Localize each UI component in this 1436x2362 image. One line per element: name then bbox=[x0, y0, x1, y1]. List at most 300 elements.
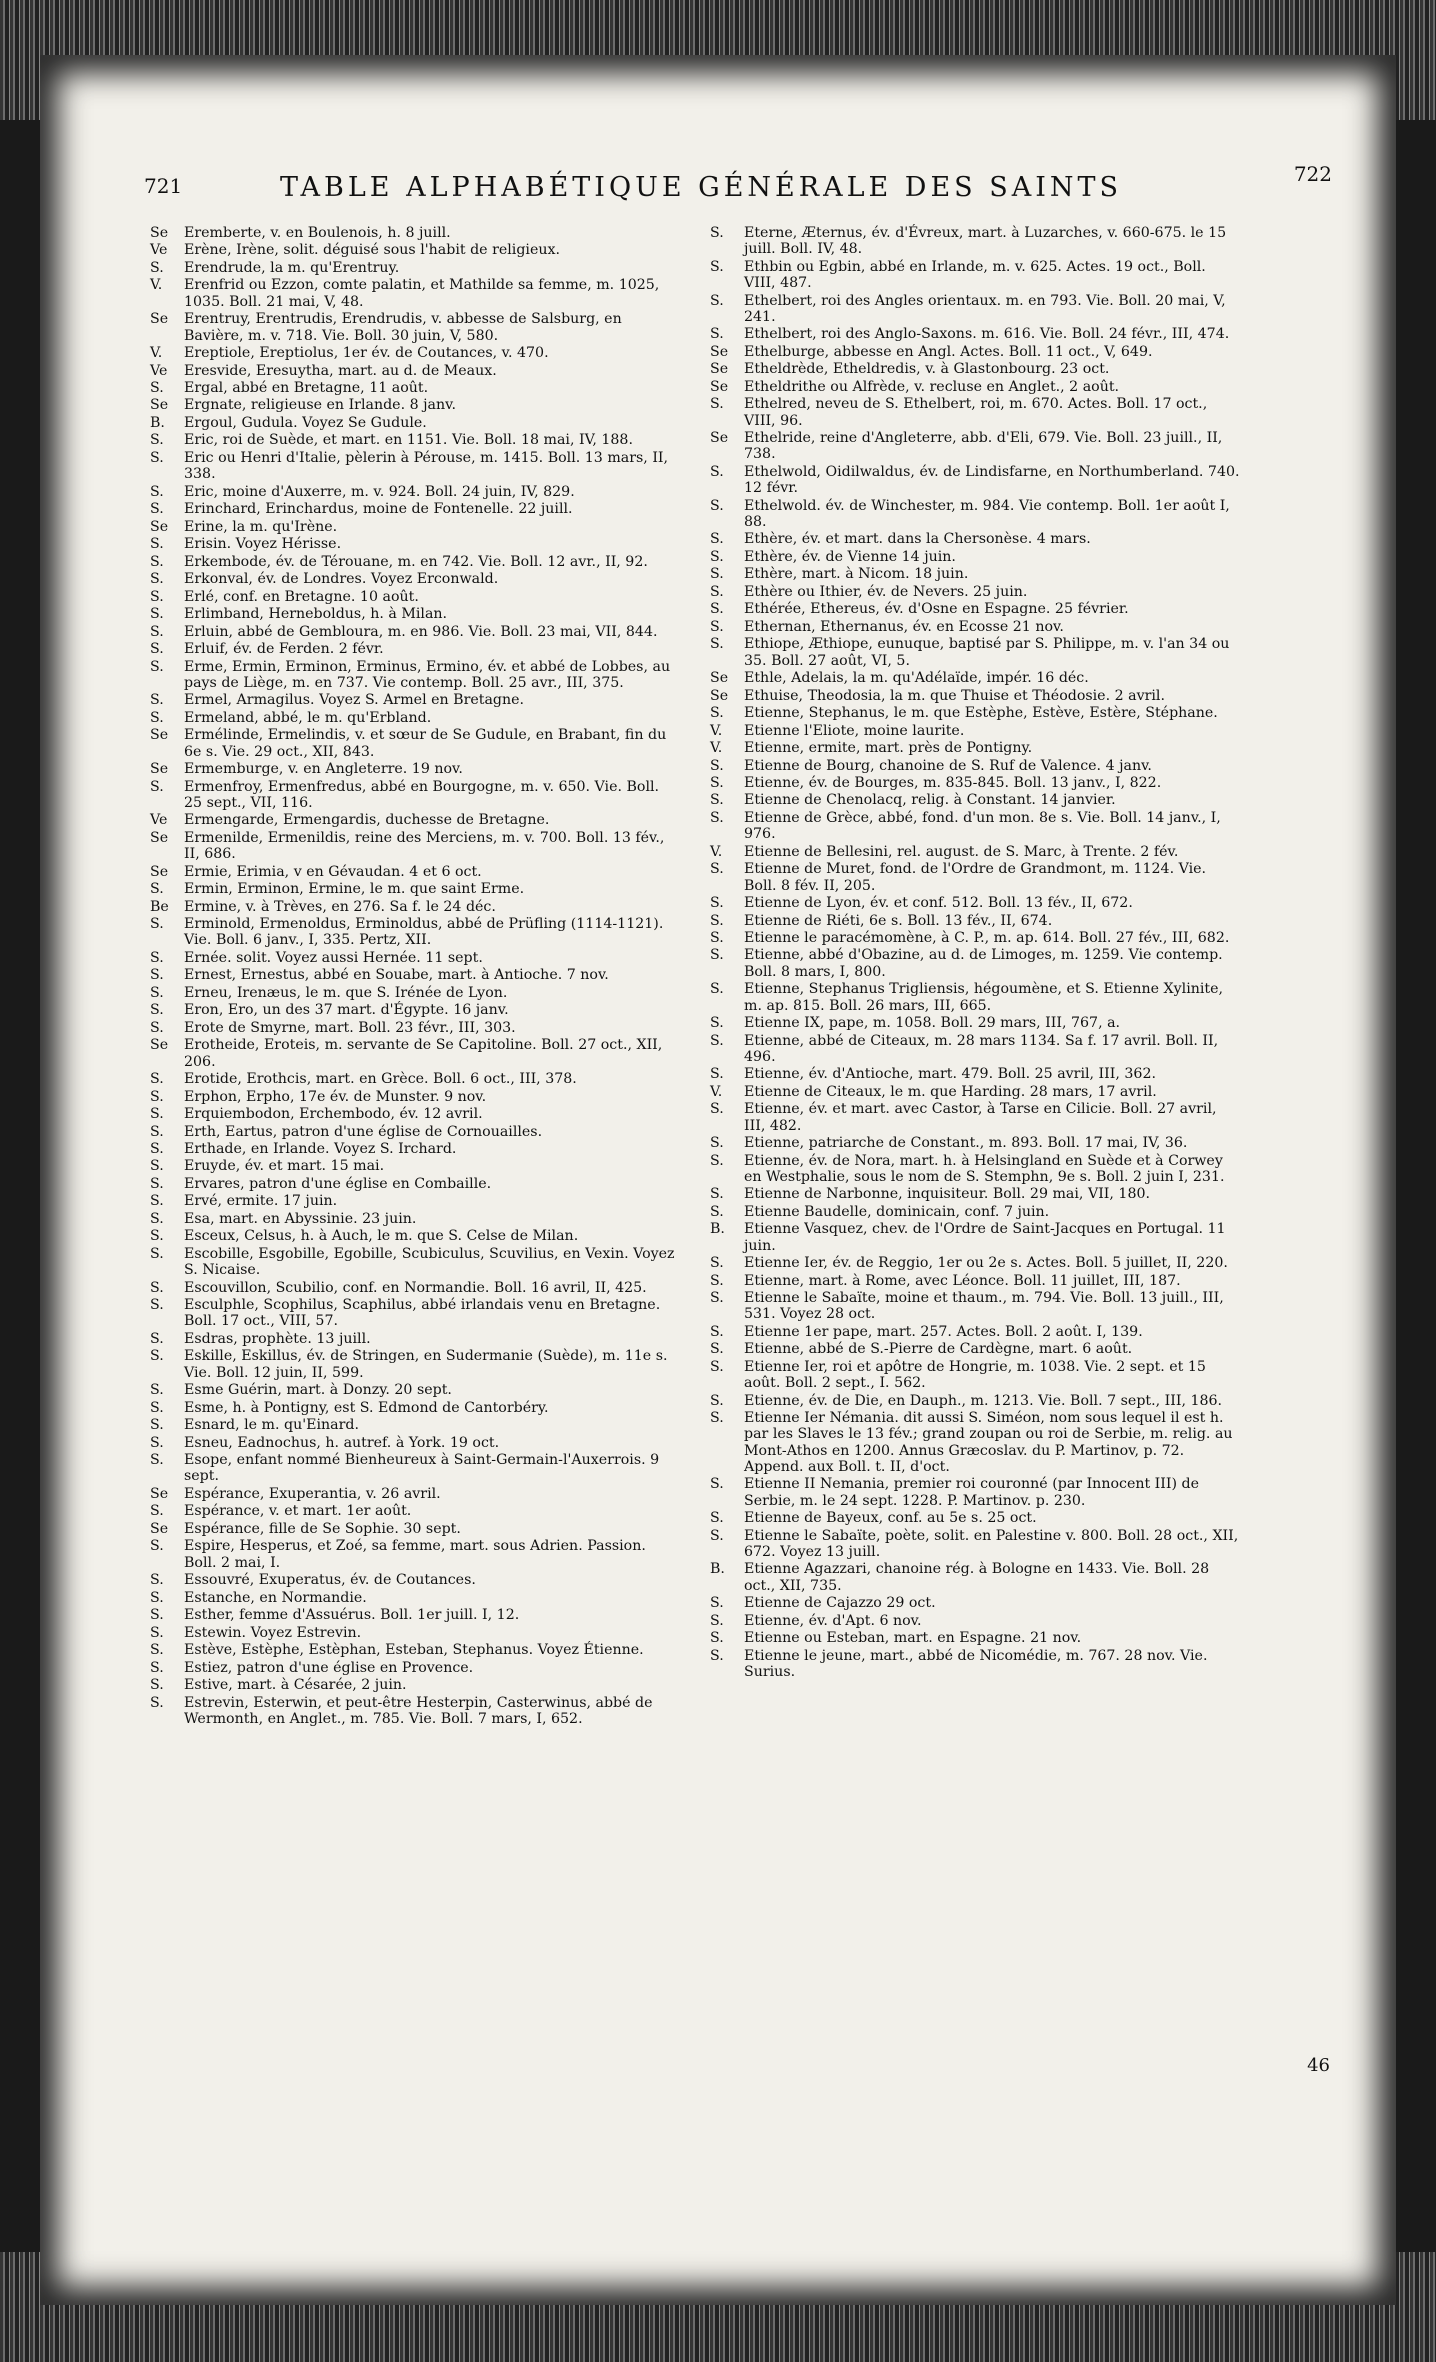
index-entry bbox=[150, 484, 680, 500]
entry-prefix: S. bbox=[710, 895, 724, 912]
index-entry bbox=[150, 1331, 680, 1347]
entry-prefix: S. bbox=[150, 658, 164, 675]
entry-text: Ethelride, reine d'Angleterre, abb. d'Eli, 679. Vie. Boll. 23 juill., II, 738. bbox=[744, 430, 1223, 463]
entry-text: Erluin, abbé de Gembloura, m. en 986. Vie. Boll. 23 mai, VII, 844. bbox=[184, 623, 658, 640]
entry-prefix: S. bbox=[710, 792, 724, 809]
entry-prefix: S. bbox=[150, 1607, 164, 1624]
index-entry bbox=[710, 1290, 1240, 1323]
index-entry bbox=[150, 1400, 680, 1416]
entry-prefix: S. bbox=[150, 1019, 164, 1036]
entry-prefix: S. bbox=[710, 705, 724, 722]
entry-prefix: B. bbox=[710, 1561, 725, 1578]
index-entry bbox=[710, 430, 1240, 463]
index-entry bbox=[150, 1280, 680, 1296]
index-entry bbox=[150, 1020, 680, 1036]
entry-prefix: S. bbox=[150, 379, 164, 396]
index-entry bbox=[150, 624, 680, 640]
entry-text: Estiez, patron d'une église en Provence. bbox=[184, 1659, 474, 1676]
index-entry bbox=[150, 345, 680, 361]
entry-text: Essouvré, Exuperatus, év. de Coutances. bbox=[184, 1572, 476, 1589]
entry-prefix: S. bbox=[150, 1694, 164, 1711]
entry-prefix: S. bbox=[710, 258, 724, 275]
entry-text: Esope, enfant nommé Bienheureux à Saint-Germain-l'Auxerrois. 9 sept. bbox=[184, 1452, 660, 1485]
index-entry bbox=[710, 1186, 1240, 1202]
entry-text: Etheldrède, Etheldredis, v. à Glastonbourg. 23 oct. bbox=[744, 361, 1110, 378]
entry-prefix: S. bbox=[150, 1434, 164, 1451]
entry-text: Etienne IX, pape, m. 1058. Boll. 29 mars, III, 767, a. bbox=[744, 1015, 1121, 1032]
entry-prefix: S. bbox=[710, 618, 724, 635]
entry-prefix: S. bbox=[150, 709, 164, 726]
entry-prefix: S. bbox=[710, 636, 724, 653]
entry-prefix: S. bbox=[150, 1297, 164, 1314]
entry-text: Erth, Eartus, patron d'une église de Cornouailles. bbox=[184, 1123, 543, 1140]
entry-text: Etienne, abbé de S.-Pierre de Cardègne, mart. 6 août. bbox=[744, 1341, 1133, 1358]
entry-prefix: Se bbox=[150, 1485, 169, 1502]
entry-text: Erine, la m. qu'Irène. bbox=[184, 518, 338, 535]
index-entry bbox=[150, 727, 680, 760]
entry-text: Eric, moine d'Auxerre, m. v. 924. Boll. 24 juin, IV, 829. bbox=[184, 483, 575, 500]
index-entry bbox=[710, 1033, 1240, 1066]
index-entry bbox=[710, 361, 1240, 377]
entry-text: Etienne, év. de Bourges, m. 835-845. Boll. 13 janv., I, 822. bbox=[744, 775, 1162, 791]
index-entry bbox=[150, 432, 680, 448]
index-entry bbox=[150, 363, 680, 379]
index-entry bbox=[710, 1630, 1240, 1646]
entry-text: Etienne de Cajazzo 29 oct. bbox=[744, 1595, 936, 1612]
entry-text: Etienne, abbé de Citeaux, m. 28 mars 1134. Sa f. 17 avril. Boll. II, 496. bbox=[744, 1032, 1219, 1065]
index-entry bbox=[150, 1642, 680, 1658]
index-entry bbox=[710, 723, 1240, 739]
entry-prefix: S. bbox=[710, 292, 724, 309]
entry-text: Estève, Estèphe, Estèphan, Esteban, Stephanus. Voyez Étienne. bbox=[184, 1642, 644, 1659]
entry-prefix: S. bbox=[710, 1101, 724, 1118]
index-entry bbox=[150, 1089, 680, 1105]
entry-prefix: S. bbox=[150, 1659, 164, 1676]
entry-prefix: S. bbox=[150, 1071, 164, 1088]
index-entry bbox=[150, 1228, 680, 1244]
index-entry bbox=[150, 1141, 680, 1157]
entry-prefix: S. bbox=[150, 1538, 164, 1555]
entry-prefix: S. bbox=[150, 1002, 164, 1019]
entry-text: Ereptiole, Ereptiolus, 1er év. de Coutances, v. 470. bbox=[184, 345, 549, 362]
index-entry bbox=[710, 326, 1240, 342]
index-entry bbox=[710, 1561, 1240, 1594]
entry-prefix: S. bbox=[710, 1630, 724, 1647]
entry-prefix: S. bbox=[150, 1330, 164, 1347]
entry-text: Etienne 1er pape, mart. 257. Actes. Boll. 2 août. I, 139. bbox=[744, 1323, 1143, 1340]
entry-prefix: Ve bbox=[150, 242, 168, 259]
entry-prefix: S. bbox=[150, 623, 164, 640]
index-entry bbox=[710, 584, 1240, 600]
index-entry bbox=[710, 1324, 1240, 1340]
entry-prefix: S. bbox=[150, 1175, 164, 1192]
entry-prefix: S. bbox=[150, 1279, 164, 1296]
entry-prefix: S. bbox=[710, 1323, 724, 1340]
entry-text: Etienne, Stephanus Trigliensis, hégoumène, et S. Etienne Xylinite, m. ap. 815. Boll. 26 mars, III, 665. bbox=[744, 981, 1224, 1014]
entry-text: Eterne, Æternus, év. d'Évreux, mart. à Luzarches, v. 660-675. le 15 juill. Boll. IV, 48. bbox=[744, 225, 1227, 258]
entry-text: Etienne l'Eliote, moine laurite. bbox=[744, 722, 965, 739]
entry-text: Etienne, abbé d'Obazine, au d. de Limoges, m. 1259. Vie contemp. Boll. 8 mars, I, 800. bbox=[744, 947, 1223, 980]
right-column bbox=[710, 225, 1240, 1681]
entry-prefix: S. bbox=[150, 1245, 164, 1262]
entry-text: Erlimband, Herneboldus, h. à Milan. bbox=[184, 606, 448, 623]
entry-text: Ergal, abbé en Bretagne, 11 août. bbox=[184, 379, 429, 396]
entry-prefix: S. bbox=[710, 1410, 724, 1427]
index-entry bbox=[150, 1193, 680, 1209]
entry-prefix: S. bbox=[710, 1272, 724, 1289]
entry-text: Estewin. Voyez Estrevin. bbox=[184, 1624, 362, 1641]
index-entry bbox=[710, 1613, 1240, 1629]
entry-text: Erthade, en Irlande. Voyez S. Irchard. bbox=[184, 1140, 457, 1157]
entry-prefix: S. bbox=[710, 1392, 724, 1409]
entry-prefix: Se bbox=[710, 430, 729, 447]
entry-text: Eremberte, v. en Boulenois, h. 8 juill. bbox=[184, 225, 451, 241]
entry-prefix: Se bbox=[710, 670, 729, 687]
index-entry bbox=[150, 967, 680, 983]
entry-prefix: S. bbox=[710, 1066, 724, 1083]
entry-text: Etienne, ermite, mart. près de Pontigny. bbox=[744, 740, 1033, 757]
index-entry bbox=[710, 688, 1240, 704]
entry-prefix: B. bbox=[710, 1221, 725, 1238]
index-entry bbox=[710, 1410, 1240, 1475]
entry-text: Etienne Ier, év. de Reggio, 1er ou 2e s. Actes. Boll. 5 juillet, II, 220. bbox=[744, 1255, 1228, 1272]
index-entry bbox=[150, 950, 680, 966]
index-entry bbox=[710, 1341, 1240, 1357]
index-entry bbox=[150, 1503, 680, 1519]
entry-text: Ethbin ou Egbin, abbé en Irlande, m. v. 625. Actes. 19 oct., Boll. VIII, 487. bbox=[744, 258, 1206, 292]
entry-text: Ethère, év. de Vienne 14 juin. bbox=[744, 548, 956, 565]
entry-prefix: Se bbox=[150, 1520, 169, 1537]
entry-prefix: S. bbox=[710, 1290, 724, 1307]
entry-text: Eskille, Eskillus, év. de Stringen, en Sudermanie (Suède), m. 11e s. Vie. Boll. 12 juin, II, 599. bbox=[184, 1348, 668, 1381]
entry-prefix: Ve bbox=[150, 812, 168, 829]
index-entry bbox=[710, 1135, 1240, 1151]
index-entry bbox=[710, 1510, 1240, 1526]
entry-prefix: S. bbox=[150, 692, 164, 709]
entry-text: Etienne, év. d'Antioche, mart. 479. Boll. 25 avril, III, 362. bbox=[744, 1066, 1156, 1083]
entry-prefix: Se bbox=[150, 727, 169, 744]
entry-text: Estive, mart. à Césarée, 2 juin. bbox=[184, 1677, 407, 1694]
index-entry bbox=[150, 1124, 680, 1140]
index-entry bbox=[150, 450, 680, 483]
index-entry bbox=[150, 830, 680, 863]
index-entry bbox=[710, 549, 1240, 565]
index-entry bbox=[150, 1106, 680, 1122]
index-entry bbox=[150, 812, 680, 828]
entry-prefix: S. bbox=[150, 432, 164, 449]
entry-prefix: S. bbox=[150, 1642, 164, 1659]
entry-text: Espérance, fille de Se Sophie. 30 sept. bbox=[184, 1520, 461, 1537]
entry-prefix: S. bbox=[710, 1341, 724, 1358]
entry-text: Erminold, Ermenoldus, Erminoldus, abbé de Prüfling (1114-1121). Vie. Boll. 6 janv., I, 335. Pertz, XII. bbox=[184, 916, 664, 949]
index-entry bbox=[710, 1255, 1240, 1271]
index-entry bbox=[150, 1382, 680, 1398]
entry-text: Ervares, patron d'une église en Combaille. bbox=[184, 1175, 492, 1192]
entry-text: Eric, roi de Suède, et mart. en 1151. Vie. Boll. 18 mai, IV, 188. bbox=[184, 432, 633, 449]
entry-text: Esme Guérin, mart. à Donzy. 20 sept. bbox=[184, 1382, 452, 1399]
entry-text: Ethelbert, roi des Angles orientaux. m. en 793. Vie. Boll. 20 mai, V, 241. bbox=[744, 292, 1226, 325]
index-entry bbox=[150, 501, 680, 517]
entry-text: Estrevin, Esterwin, et peut-être Hesterpin, Casterwinus, abbé de Wermonth, en Anglet., m. 785. Vie. Boll. 7 mars, I, 652. bbox=[184, 1694, 653, 1727]
entry-prefix: S. bbox=[710, 396, 724, 413]
entry-prefix: Se bbox=[150, 225, 169, 241]
entry-prefix: S. bbox=[710, 1032, 724, 1049]
entry-prefix: Be bbox=[150, 898, 169, 915]
index-entry bbox=[710, 758, 1240, 774]
index-entry bbox=[710, 1393, 1240, 1409]
entry-text: Erenfrid ou Ezzon, comte palatin, et Mathilde sa femme, m. 1025, 1035. Boll. 21 mai, V, 48. bbox=[184, 277, 660, 310]
entry-prefix: S. bbox=[710, 1255, 724, 1272]
entry-prefix: V. bbox=[710, 843, 723, 860]
entry-prefix: S. bbox=[710, 601, 724, 618]
index-entry bbox=[710, 792, 1240, 808]
entry-prefix: S. bbox=[710, 566, 724, 583]
entry-text: Esme, h. à Pontigny, est S. Edmond de Cantorbéry. bbox=[184, 1399, 549, 1416]
index-entry bbox=[710, 1273, 1240, 1289]
index-entry bbox=[150, 761, 680, 777]
entry-text: Erlé, conf. en Bretagne. 10 août. bbox=[184, 588, 419, 605]
entry-text: Espérance, Exuperantia, v. 26 avril. bbox=[184, 1485, 441, 1502]
entry-prefix: S. bbox=[150, 1210, 164, 1227]
index-entry bbox=[150, 692, 680, 708]
entry-prefix: S. bbox=[150, 1452, 164, 1469]
entry-prefix: S. bbox=[150, 1106, 164, 1123]
entry-prefix: B. bbox=[150, 414, 165, 431]
entry-text: Erotide, Erothcis, mart. en Grèce. Boll. 6 oct., III, 378. bbox=[184, 1071, 577, 1088]
entry-text: Ermel, Armagilus. Voyez S. Armel en Bretagne. bbox=[184, 692, 525, 709]
entry-text: Etienne de Grèce, abbé, fond. d'un mon. 8e s. Vie. Boll. 14 janv., I, 976. bbox=[744, 809, 1221, 843]
index-entry bbox=[150, 277, 680, 310]
index-entry bbox=[150, 1660, 680, 1676]
index-entry bbox=[150, 519, 680, 535]
index-entry bbox=[710, 844, 1240, 860]
index-entry bbox=[710, 1066, 1240, 1082]
entry-prefix: S. bbox=[150, 501, 164, 518]
entry-prefix: S. bbox=[150, 571, 164, 588]
entry-text: Etienne le jeune, mart., abbé de Nicomédie, m. 767. 28 nov. Vie. Surius. bbox=[744, 1647, 1208, 1680]
entry-prefix: S. bbox=[710, 225, 724, 241]
entry-text: Ermenilde, Ermenildis, reine des Merciens, m. v. 700. Boll. 13 fév., II, 686. bbox=[184, 829, 665, 863]
index-entry bbox=[150, 571, 680, 587]
entry-prefix: S. bbox=[710, 981, 724, 998]
entry-prefix: S. bbox=[710, 757, 724, 774]
entry-prefix: S. bbox=[710, 1358, 724, 1375]
entry-text: Eresvide, Eresuytha, mart. au d. de Meaux. bbox=[184, 362, 497, 379]
entry-prefix: S. bbox=[150, 881, 164, 898]
entry-text: Espire, Hesperus, et Zoé, sa femme, mart. sous Adrien. Passion. Boll. 2 mai, I. bbox=[184, 1538, 646, 1571]
index-entry bbox=[150, 1625, 680, 1641]
index-entry bbox=[710, 1359, 1240, 1392]
index-entry bbox=[710, 1084, 1240, 1100]
entry-text: Espérance, v. et mart. 1er août. bbox=[184, 1503, 412, 1520]
entry-text: Erphon, Erpho, 17e év. de Munster. 9 nov. bbox=[184, 1088, 487, 1105]
index-entry bbox=[710, 619, 1240, 635]
entry-prefix: S. bbox=[150, 984, 164, 1001]
entry-prefix: S. bbox=[150, 1228, 164, 1245]
entry-text: Etienne de Lyon, év. et conf. 512. Boll. 13 fév., II, 672. bbox=[744, 895, 1133, 912]
index-entry bbox=[150, 311, 680, 344]
index-entry bbox=[150, 1695, 680, 1728]
entry-text: Esther, femme d'Assuérus. Boll. 1er juill. I, 12. bbox=[184, 1607, 520, 1624]
entry-text: Etienne de Chenolacq, relig. à Constant. 14 janvier. bbox=[744, 792, 1116, 809]
entry-prefix: S. bbox=[150, 449, 164, 466]
index-entry bbox=[150, 397, 680, 413]
index-entry bbox=[150, 1158, 680, 1174]
entry-prefix: S. bbox=[150, 949, 164, 966]
entry-text: Etienne, év. et mart. avec Castor, à Tarse en Cilicie. Boll. 27 avril, III, 482. bbox=[744, 1101, 1217, 1134]
entry-prefix: S. bbox=[710, 1152, 724, 1169]
entry-text: Ernest, Ernestus, abbé en Souabe, mart. à Antioche. 7 nov. bbox=[184, 967, 609, 984]
entry-text: Ethelbert, roi des Anglo-Saxons. m. 616. Vie. Boll. 24 févr., III, 474. bbox=[744, 326, 1230, 343]
index-entry bbox=[150, 554, 680, 570]
index-entry bbox=[710, 1648, 1240, 1681]
index-entry bbox=[710, 1528, 1240, 1561]
index-entry bbox=[710, 601, 1240, 617]
entry-prefix: Se bbox=[710, 687, 729, 704]
entry-prefix: S. bbox=[150, 1677, 164, 1694]
entry-text: Esnard, le m. qu'Einard. bbox=[184, 1417, 360, 1434]
entry-text: Erneu, Irenæus, le m. que S. Irénée de Lyon. bbox=[184, 984, 508, 1001]
index-entry bbox=[710, 1221, 1240, 1254]
entry-text: Eric ou Henri d'Italie, pèlerin à Pérouse, m. 1415. Boll. 13 mars, II, 338. bbox=[184, 449, 669, 483]
entry-prefix: S. bbox=[150, 1123, 164, 1140]
index-entry bbox=[150, 1002, 680, 1018]
index-entry bbox=[710, 225, 1240, 258]
entry-prefix: V. bbox=[150, 277, 163, 294]
entry-text: Ernée. solit. Voyez aussi Hernée. 11 sept. bbox=[184, 949, 483, 966]
entry-text: Erotheide, Eroteis, m. servante de Se Capitoline. Boll. 27 oct., XII, 206. bbox=[184, 1037, 663, 1070]
entry-text: Ergoul, Gudula. Voyez Se Gudule. bbox=[184, 414, 427, 431]
index-entry bbox=[150, 641, 680, 657]
index-entry bbox=[150, 225, 680, 241]
entry-prefix: S. bbox=[150, 1140, 164, 1157]
entry-text: Ermie, Erimia, v en Gévaudan. 4 et 6 oct. bbox=[184, 863, 482, 880]
index-entry bbox=[710, 1204, 1240, 1220]
entry-prefix: S. bbox=[710, 1203, 724, 1220]
entry-prefix: S. bbox=[710, 1135, 724, 1152]
index-entry bbox=[150, 881, 680, 897]
entry-text: Etienne de Riéti, 6e s. Boll. 13 fév., II, 674. bbox=[744, 912, 1053, 929]
index-entry bbox=[150, 1607, 680, 1623]
index-entry bbox=[710, 379, 1240, 395]
index-entry bbox=[150, 260, 680, 276]
index-entry bbox=[150, 380, 680, 396]
entry-prefix: S. bbox=[710, 1527, 724, 1544]
index-entry bbox=[710, 861, 1240, 894]
index-entry bbox=[150, 536, 680, 552]
entry-prefix: Se bbox=[710, 361, 729, 378]
page-number-right: 722 bbox=[1293, 162, 1332, 186]
entry-text: Etienne, Stephanus, le m. que Estèphe, Estève, Estère, Stéphane. bbox=[744, 705, 1218, 722]
index-entry bbox=[150, 1297, 680, 1330]
entry-prefix: S. bbox=[150, 588, 164, 605]
document-page bbox=[144, 160, 1332, 2120]
index-entry bbox=[150, 589, 680, 605]
entry-text: Erentruy, Erentrudis, Erendrudis, v. abbesse de Salsburg, en Bavière, m. v. 718. Vie. Boll. 30 juin, V, 580. bbox=[184, 311, 622, 344]
entry-prefix: S. bbox=[710, 548, 724, 565]
index-entry bbox=[710, 464, 1240, 497]
page-number-left: 721 bbox=[144, 174, 183, 198]
entry-text: Esculphle, Scophilus, Scaphilus, abbé irlandais venu en Bretagne. Boll. 17 oct., VIII, 57. bbox=[184, 1297, 661, 1330]
entry-prefix: Se bbox=[150, 397, 169, 414]
entry-prefix: Se bbox=[710, 378, 729, 395]
entry-text: Etienne ou Esteban, mart. en Espagne. 21 nov. bbox=[744, 1630, 1082, 1647]
index-entry bbox=[710, 1015, 1240, 1031]
entry-prefix: S. bbox=[710, 463, 724, 480]
entry-text: Erène, Irène, solit. déguisé sous l'habit de religieux. bbox=[184, 242, 560, 259]
index-entry bbox=[150, 1521, 680, 1537]
entry-prefix: Se bbox=[150, 1037, 169, 1054]
entry-prefix: S. bbox=[710, 861, 724, 878]
entry-prefix: S. bbox=[710, 326, 724, 343]
entry-text: Erluif, év. de Ferden. 2 févr. bbox=[184, 641, 384, 658]
entry-text: Ermine, v. à Trèves, en 276. Sa f. le 24 déc. bbox=[184, 898, 496, 915]
index-entry bbox=[150, 1071, 680, 1087]
index-entry bbox=[150, 415, 680, 431]
entry-prefix: S. bbox=[150, 536, 164, 553]
entry-text: Ethère, év. et mart. dans la Chersonèse. 4 mars. bbox=[744, 531, 1091, 548]
entry-text: Etheldrithe ou Alfrède, v. recluse en Anglet., 2 août. bbox=[744, 378, 1120, 395]
entry-text: Erme, Ermin, Erminon, Erminus, Ermino, év. et abbé de Lobbes, au pays de Liège, m. en 737. Vie contemp. Boll. 25 avr., III, 375. bbox=[184, 658, 671, 691]
entry-text: Ermin, Erminon, Ermine, le m. que saint Erme. bbox=[184, 881, 525, 898]
entry-text: Ethuise, Theodosia, la m. que Thuise et Théodosie. 2 avril. bbox=[744, 687, 1165, 704]
entry-prefix: S. bbox=[150, 1158, 164, 1175]
entry-prefix: S. bbox=[710, 1476, 724, 1493]
entry-prefix: S. bbox=[150, 1503, 164, 1520]
entry-text: Erkembode, év. de Térouane, m. en 742. Vie. Boll. 12 avr., II, 92. bbox=[184, 553, 648, 570]
entry-prefix: S. bbox=[150, 553, 164, 570]
entry-text: Etienne de Citeaux, le m. que Harding. 28 mars, 17 avril. bbox=[744, 1083, 1157, 1100]
entry-prefix: S. bbox=[150, 1624, 164, 1641]
entry-text: Esneu, Eadnochus, h. autref. à York. 19 oct. bbox=[184, 1434, 500, 1451]
entry-text: Etienne le Sabaïte, moine et thaum., m. 794. Vie. Boll. 13 juill., III, 531. Voyez 28 oct. bbox=[744, 1290, 1224, 1323]
entry-prefix: S. bbox=[150, 1399, 164, 1416]
index-entry bbox=[150, 710, 680, 726]
index-entry bbox=[150, 606, 680, 622]
entry-text: Etienne Agazzari, chanoine rég. à Bologne en 1433. Vie. Boll. 28 oct., XII, 735. bbox=[744, 1561, 1210, 1594]
entry-text: Etienne Vasquez, chev. de l'Ordre de Saint-Jacques en Portugal. 11 juin. bbox=[744, 1221, 1226, 1254]
entry-text: Etienne Baudelle, dominicain, conf. 7 juin. bbox=[744, 1203, 1050, 1220]
entry-prefix: S. bbox=[710, 775, 724, 791]
entry-text: Etienne, patriarche de Constant., m. 893. Boll. 17 mai, IV, 36. bbox=[744, 1135, 1188, 1152]
index-entry bbox=[710, 775, 1240, 791]
entry-prefix: V. bbox=[710, 722, 723, 739]
entry-text: Etienne de Narbonne, inquisiteur. Boll. 29 mai, VII, 180. bbox=[744, 1186, 1151, 1203]
entry-text: Eron, Ero, un des 37 mart. d'Égypte. 16 janv. bbox=[184, 1002, 509, 1019]
entry-prefix: S. bbox=[150, 1589, 164, 1606]
page-title: TABLE ALPHABÉTIQUE GÉNÉRALE DES SAINTS bbox=[280, 172, 1123, 203]
entry-prefix: S. bbox=[710, 809, 724, 826]
entry-text: Ethelred, neveu de S. Ethelbert, roi, m. 670. Actes. Boll. 17 oct., VIII, 96. bbox=[744, 396, 1208, 429]
entry-text: Ermenfroy, Ermenfredus, abbé en Bourgogne, m. v. 650. Vie. Boll. 25 sept., VII, 116. bbox=[184, 778, 660, 811]
entry-prefix: S. bbox=[150, 1382, 164, 1399]
index-entry bbox=[710, 705, 1240, 721]
entry-text: Etienne Ier Némania. dit aussi S. Siméon, nom sous lequel il est h. par les Slaves le 13 fév.; grand zoupan ou roi de Serbie, m. relig. au Mont-Athos en 1200. Annus Græcoslav. du P. Martinov, p. 72. Append. aux Boll. t. II, d'oct. bbox=[744, 1410, 1233, 1475]
entry-text: Etienne, év. de Die, en Dauph., m. 1213. Vie. Boll. 7 sept., III, 186. bbox=[744, 1392, 1223, 1409]
index-entry bbox=[150, 659, 680, 692]
entry-prefix: S. bbox=[150, 778, 164, 795]
entry-prefix: S. bbox=[710, 1612, 724, 1629]
index-entry bbox=[710, 344, 1240, 360]
entry-text: Etienne de Bellesini, rel. august. de S. Marc, à Trente. 2 fév. bbox=[744, 843, 1179, 860]
entry-text: Esa, mart. en Abyssinie. 23 juin. bbox=[184, 1210, 417, 1227]
entry-text: Ethère ou Ithier, év. de Nevers. 25 juin. bbox=[744, 583, 1028, 600]
index-entry bbox=[710, 913, 1240, 929]
entry-text: Etienne le paracémomène, à C. P., m. ap. 614. Boll. 27 fév., III, 682. bbox=[744, 929, 1230, 946]
entry-prefix: S. bbox=[710, 1647, 724, 1664]
index-entry bbox=[150, 1452, 680, 1485]
entry-prefix: Ve bbox=[150, 362, 168, 379]
